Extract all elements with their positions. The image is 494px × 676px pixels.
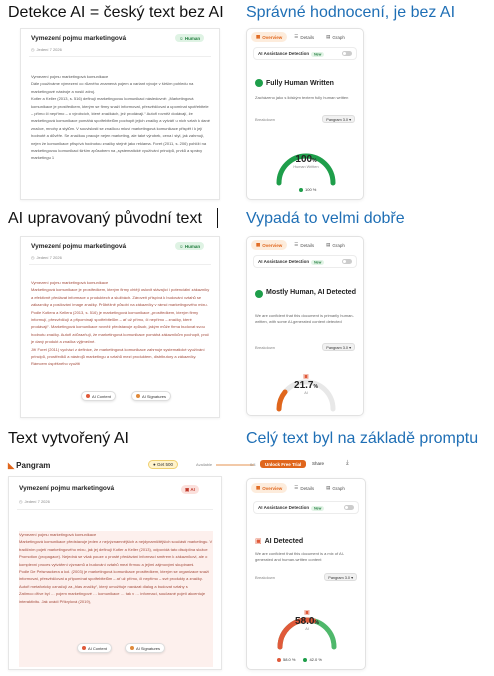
tab-details[interactable]: ☰ Details xyxy=(294,242,315,248)
verdict-description: Zacházeno jako s lidským textem fully human written xyxy=(255,95,349,100)
human-check-icon xyxy=(255,79,263,87)
ai-signatures-chip[interactable]: AI Signatures xyxy=(125,643,165,653)
document-date: ◷ Jedení 7 2026 xyxy=(31,255,62,260)
credits-button[interactable]: ● Get 500 xyxy=(148,460,178,469)
breakdown-row: Breakdown Pangram 3.0 ▾ xyxy=(255,115,355,123)
graph-icon: ▤ xyxy=(326,242,331,247)
heading-ai-generated: Text vytvořený AI xyxy=(8,430,129,447)
document-title: Vymezení pojmu marketingová xyxy=(31,243,127,250)
graph-icon: ▤ xyxy=(326,34,331,39)
model-select[interactable]: Pangram 3.0 ▾ xyxy=(324,573,357,581)
ai-signatures-chip[interactable]: AI Signatures xyxy=(131,391,171,401)
ai-content-chip[interactable]: AI Content xyxy=(81,391,116,401)
tab-graph[interactable]: ▤ Graph xyxy=(326,242,345,248)
ai-content-chip[interactable]: AI Content xyxy=(77,643,112,653)
breakdown-row: Breakdown Pangram 3.0 ▾ xyxy=(255,573,357,581)
tab-bar xyxy=(247,479,365,497)
tab-graph[interactable]: ▤ Graph xyxy=(326,485,345,491)
document-panel-2 xyxy=(20,236,220,418)
gauge-readout: 100% Human Written xyxy=(271,154,341,169)
divider xyxy=(29,264,211,265)
clock-icon: ◷ xyxy=(31,255,35,260)
ai-signatures-icon xyxy=(136,394,140,398)
verdict-text: AI Detected xyxy=(264,537,304,545)
robot-icon: ▣ xyxy=(304,610,310,616)
top-toolbar xyxy=(8,458,360,472)
verdict-row xyxy=(255,537,303,545)
status-badge: ▣ AI xyxy=(181,485,199,494)
unlock-trial-button[interactable]: Unlock Free Trial xyxy=(260,460,306,468)
gauge-readout: ▣ 21.7% AI xyxy=(271,373,341,395)
document-body[interactable]: Vymezení pojmu marketingová komunikace Marketingová komunikace je prostředkem, kterým firmy chtějí oslovit stávající i potenciální zákazníky a efektivně předávat informace o produktech a službách. Zároveň přispívá k budování vztahů se zákazníky a posilování image značky. Průběžně působí na zákazníky v rámci marketingového mixu. Podle Kotlera a Kellera (2013, s. 516) je marketingová komunikace „prostředkem, kterým firmy informují, přesvědčují a připomínají spotřebitelům – ať už přímo, či nepřímo – značky, které prodávají“. Marketingová komunikace rovněž představuje způsob, jakým může firma budovat svou hodnotu značky. Autoři zdůrazňují, že marketingová komunikace pomáhá zákazníkům pochopit, proč je daný produkt a značka výjimečné. Jiří Foret (2011) vychází z definice, že marketingová komunikace zahrnuje systematické využívání principů, prostředků a nástrojů marketingu a vztahů mezi produktem, distributory a zákazníky. Rámcem úspěšného využití xyxy=(31,280,210,367)
document-body[interactable]: Vymezení pojmu marketingová komunikace Marketingová komunikace představuje jeden z nejvýznamnějších a nejdynamičtějších součástí marketingu. V tradičním pojetí marketingového mixu, jak jej definují Kotler a Keller (2013), odpovídá tato disciplína složce Promotion (propagace). Nejedná se však pouze o prosté předávání informací směrem k zákazníkovi, ale o komplexní proces vytváření významů a budování vztahů mezi firmou a jejími zájmovými skupinami. Podle De Pelsmackera a kol. (2003) je marketingová komunikace prostředkem, kterým se organizace snaží informovat, přesvědčovat a připomínat spotřebitelům – ať už přímo, či nepřímo – své produkty a značky. Autoři metaforicky označují za „hlas značky“, který umožňuje navázat dialog a budovat vztahy s Zatímco dříve byl … pojem marketingové … komunikace … tak v … informaci, současné pojetí akcentuje interaktivitu. Jak uvádí Přikrylová (2019), xyxy=(19,531,213,667)
robot-icon: ▣ xyxy=(255,538,262,545)
new-tag: New xyxy=(311,506,324,511)
details-icon: ☰ xyxy=(294,242,299,247)
ai-assistance-detection-row: AI Assistance Detection New xyxy=(253,501,359,514)
tab-overview[interactable]: ▦ Overview xyxy=(251,483,287,493)
heading-correct-evaluation: Správné hodnocení, je bez AI xyxy=(246,4,456,21)
details-icon: ☰ xyxy=(294,485,299,490)
graph-icon: ▤ xyxy=(326,485,331,490)
human-dot-icon xyxy=(303,658,307,662)
document-title: Vymezení pojmu marketingová xyxy=(19,485,115,492)
tab-overview[interactable]: ▦ Overview xyxy=(251,32,287,42)
human-icon: ☺ xyxy=(179,35,185,41)
gauge-label: AI xyxy=(304,391,308,395)
ai-assistance-detection-row: AI Assistance Detection New xyxy=(253,255,357,268)
heading-detection-czech: Detekce AI = český text bez AI xyxy=(8,4,224,21)
robot-icon: ▣ xyxy=(303,374,309,380)
available-label: Available xyxy=(196,462,213,467)
tab-overview[interactable]: ▦ Overview xyxy=(251,240,287,250)
ai-signatures-icon xyxy=(130,646,134,650)
clock-icon: ◷ xyxy=(19,499,23,504)
robot-icon: ▣ xyxy=(185,486,191,492)
gauge-value: 21.7 xyxy=(294,380,314,391)
usage-progress-text: 0/4 xyxy=(250,462,256,467)
mixed-status-icon xyxy=(255,290,263,298)
document-title: Vymezení pojmu marketingová xyxy=(31,35,127,42)
heading-looks-good: Vypadá to velmi dobře xyxy=(246,210,405,227)
details-icon: ☰ xyxy=(294,34,299,39)
new-tag: New xyxy=(311,52,324,57)
detection-panel-2 xyxy=(246,236,364,416)
gauge-readout: ▣ 58.0% AI xyxy=(272,609,342,631)
overview-icon: ▦ xyxy=(256,242,261,247)
verdict-text: Mostly Human, AI Detected xyxy=(266,289,356,296)
gauge-footer xyxy=(277,657,322,662)
overview-icon: ▦ xyxy=(256,485,261,490)
document-date: ◷ Jedení 7 2026 xyxy=(31,47,62,52)
document-panel-1 xyxy=(20,28,220,200)
pangram-logo-icon: ◣ xyxy=(8,460,15,470)
tab-bar xyxy=(247,29,363,45)
model-select[interactable]: Pangram 3.0 ▾ xyxy=(322,115,355,123)
verdict-row xyxy=(255,289,359,298)
human-icon: ☺ xyxy=(179,243,185,249)
overview-icon: ▦ xyxy=(256,34,261,39)
ai-content-icon xyxy=(82,646,86,650)
tab-details[interactable]: ☰ Details xyxy=(294,34,315,40)
human-percent-footer: 42.0 % xyxy=(303,657,321,662)
coin-icon: ● xyxy=(153,462,157,467)
heading-ai-edited: AI upravovaný původní text xyxy=(8,210,202,227)
detection-toggle[interactable] xyxy=(342,259,352,264)
document-date: ◷ Jedení 7 2026 xyxy=(19,499,50,504)
ai-percent-footer: 58.0 % xyxy=(277,657,295,662)
verdict-text: Fully Human Written xyxy=(266,79,334,87)
document-panel-3 xyxy=(8,476,222,670)
share-button[interactable]: Share xyxy=(312,461,325,466)
status-badge: ☺ Human xyxy=(175,242,204,250)
detection-panel-3 xyxy=(246,478,366,670)
brand-logo[interactable]: ◣ Pangram xyxy=(8,460,51,470)
clock-icon: ◷ xyxy=(31,47,35,52)
human-dot-icon xyxy=(299,188,303,192)
tab-details[interactable]: ☰ Details xyxy=(294,485,315,491)
detection-toggle[interactable] xyxy=(344,505,354,510)
status-badge: ☺ Human xyxy=(175,34,204,42)
gauge-value: 58.0 xyxy=(295,616,315,627)
ai-content-icon xyxy=(86,394,90,398)
download-icon[interactable]: ⤓ xyxy=(346,460,349,466)
verdict-description: We are confident that this document is a mix of AI-generated and human-written content xyxy=(255,551,345,562)
divider xyxy=(29,56,211,57)
ai-dot-icon xyxy=(277,658,281,662)
gauge-label: AI xyxy=(305,627,309,631)
ai-assistance-detection-row: AI Assistance Detection New xyxy=(253,47,357,60)
tab-bar xyxy=(247,237,363,253)
detection-toggle[interactable] xyxy=(342,51,352,56)
text-cursor xyxy=(217,208,218,228)
gauge-value: 100 xyxy=(295,154,313,165)
usage-progress-bar xyxy=(216,464,254,466)
gauge-label: Human Written xyxy=(293,165,319,169)
heading-whole-text-prompt: Celý text byl na základě promptu xyxy=(246,430,479,447)
new-tag: New xyxy=(311,260,324,265)
model-select[interactable]: Pangram 3.0 ▾ xyxy=(322,343,355,351)
human-percent-footer: 100 % xyxy=(299,187,316,192)
tab-graph[interactable]: ▤ Graph xyxy=(326,34,345,40)
breakdown-row: Breakdown Pangram 3.0 ▾ xyxy=(255,343,355,351)
detection-panel-1 xyxy=(246,28,364,200)
verdict-description: We are confident that this document is primarily human-written, with some AI-generated content detected xyxy=(255,313,354,324)
divider xyxy=(17,509,213,510)
document-body[interactable]: Vymezení pojmu marketingová komunikace Dále používáme výmezení co různého znamená pojem a variant vývoje v širším pohledu na marketingové nástroje a nosič zdroj. Kotler a Keller (2013, s. 516) definují marketingovou komunikaci následovně: „Marketingová komunikace je prostředkem, kterým se firmy snaží informovat, přesvědčovat a upomínat spotřebitele – přímo či nepřímo – o výrobcích, které značkách, jež prodávají.“ Autoři rovněž dodávají, že marketingová komunikace pomáhá spotřebitelům pochopit jejich značky a vytváří u nich vztah k dané značce, mnohy a stylům. V souvislosti se značkou mluví marketingová komunikace přispět i k její hodnotě a důvěře. Se značkou pracuje nejen marketing, ale také výrobek, cena i styl, jak zahrnují, nejen že komunikace přispívá hodnotou značky stejně jako reklama. Foret (2011, s. 206) pohlíží na marketingovou komunikaci širším způsobem na „systematické využívání principů, prvků a správy marketingu 1 xyxy=(31,74,210,161)
verdict-row xyxy=(255,79,334,87)
